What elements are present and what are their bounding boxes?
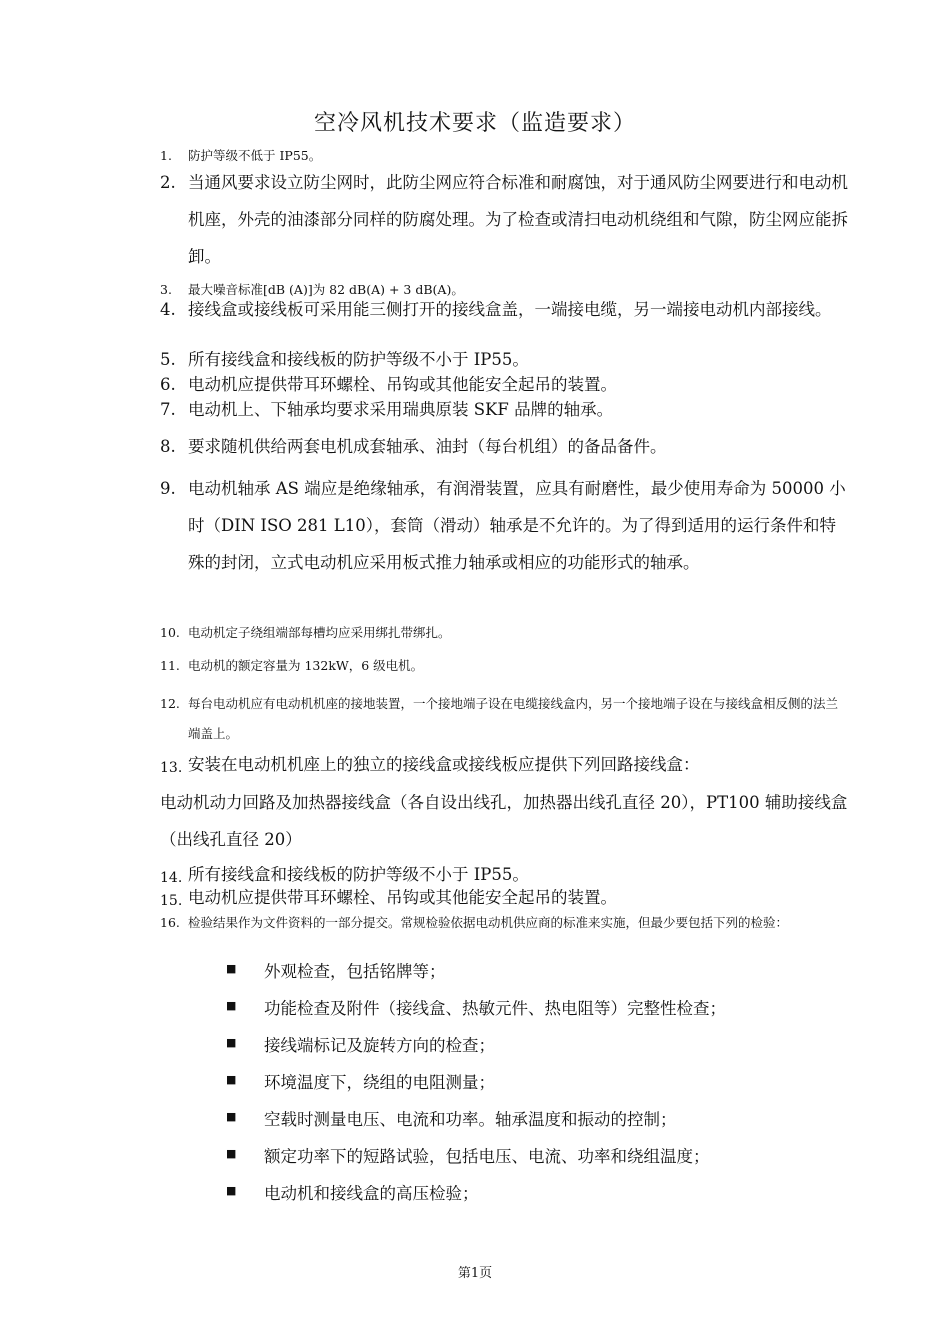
item-text: 要求随机供给两套电机成套轴承、油封（每台机组）的备品备件。: [188, 437, 667, 456]
item-text: 最大噪音标准[dB (A)]为 82 dB(A) + 3 dB(A)。: [188, 282, 464, 297]
item-number: 12.: [160, 696, 180, 711]
page-number: 第1页: [457, 1266, 493, 1281]
item-text: 所有接线盒和接线板的防护等级不小于 IP55。: [188, 350, 529, 369]
item-number: 2.: [160, 173, 176, 192]
bullet-marker: ■: [226, 962, 237, 975]
item-text: 检验结果作为文件资料的一部分提交。常规检验依据电动机供应商的标准来实施，但最少要包括下列的检验：: [188, 915, 789, 930]
bullet-marker: ■: [226, 1184, 237, 1197]
item-number: 14.: [160, 870, 183, 886]
bullet-marker: ■: [226, 1073, 237, 1086]
item-number: 1.: [160, 148, 172, 163]
item-13-detail: 电动机动力回路及加热器接线盒（各自设出线孔，加热器出线孔直径 20），PT100 辅助接线盒（出线孔直径 20）: [160, 793, 848, 849]
bullet-marker: ■: [226, 1147, 237, 1160]
item-text: 电动机的额定容量为 132kW，6 级电机。: [188, 658, 424, 673]
bullet-text: 额定功率下的短路试验，包括电压、电流、功率和绕组温度；: [264, 1147, 710, 1166]
item-text: 防护等级不低于 IP55。: [188, 148, 322, 163]
item-text: 安装在电动机机座上的独立的接线盒或接线板应提供下列回路接线盒：: [188, 755, 700, 774]
item-text: 电动机定子绕组端部每槽均应采用绑扎带绑扎。: [188, 625, 451, 640]
item-text: 接线盒或接线板可采用能三侧打开的接线盒盖，一端接电缆，另一端接电动机内部接线。: [188, 300, 832, 319]
item-text: 电动机应提供带耳环螺栓、吊钩或其他能安全起吊的装置。: [188, 888, 617, 907]
bullet-text: 接线端标记及旋转方向的检查；: [264, 1036, 495, 1055]
item-number: 9.: [160, 479, 176, 498]
item-number: 16.: [160, 915, 180, 930]
item-number: 10.: [160, 625, 180, 640]
bullet-marker: ■: [226, 1036, 237, 1049]
item-text: 当通风要求设立防尘网时，此防尘网应符合标准和耐腐蚀，对于通风防尘网要进行和电动机机座，外壳的油漆部分同样的防腐处理。为了检查或清扫电动机绕组和气隙，防尘网应能拆卸。: [188, 173, 848, 266]
item-number: 13.: [160, 760, 183, 776]
item-number: 7.: [160, 400, 176, 419]
bullet-text: 功能检查及附件（接线盒、热敏元件、热电阻等）完整性检查；: [264, 999, 726, 1018]
item-text: 电动机上、下轴承均要求采用瑞典原装 SKF 品牌的轴承。: [188, 400, 614, 419]
bullet-text: 外观检查，包括铭牌等；: [264, 962, 446, 981]
item-text: 每台电动机应有电动机机座的接地装置，一个接地端子设在电缆接线盒内，另一个接地端子设在与接线盒相反侧的法兰端盖上。: [188, 696, 839, 741]
bullet-marker: ■: [226, 999, 237, 1012]
item-text: 电动机应提供带耳环螺栓、吊钩或其他能安全起吊的装置。: [188, 375, 617, 394]
bullet-text: 环境温度下，绕组的电阻测量；: [264, 1073, 495, 1092]
list-item: [160, 146, 850, 166]
item-number: 8.: [160, 437, 176, 456]
item-number: 6.: [160, 375, 176, 394]
item-number: 15.: [160, 893, 183, 909]
item-number: 5.: [160, 350, 176, 369]
item-text: 所有接线盒和接线板的防护等级不小于 IP55。: [188, 865, 529, 884]
bullet-text: 空载时测量电压、电流和功率。轴承温度和振动的控制；: [264, 1110, 677, 1129]
item-number: 3.: [160, 282, 172, 297]
item-text: 电动机轴承 AS 端应是绝缘轴承，有润滑装置，应具有耐磨性，最少使用寿命为 50000 小时（DIN ISO 281 L10），套筒（滑动）轴承是不允许的。为了得到适用的运行条件和特殊的封闭，立式电动机应采用板式推力轴承或相应的功能形式的轴承。: [188, 479, 846, 572]
item-number: 4.: [160, 300, 176, 319]
bullet-text: 电动机和接线盒的高压检验；: [264, 1184, 479, 1203]
item-number: 11.: [160, 658, 180, 673]
bullet-marker: ■: [226, 1110, 237, 1123]
page-title: 空冷风机技术要求（监造要求）: [313, 111, 636, 136]
